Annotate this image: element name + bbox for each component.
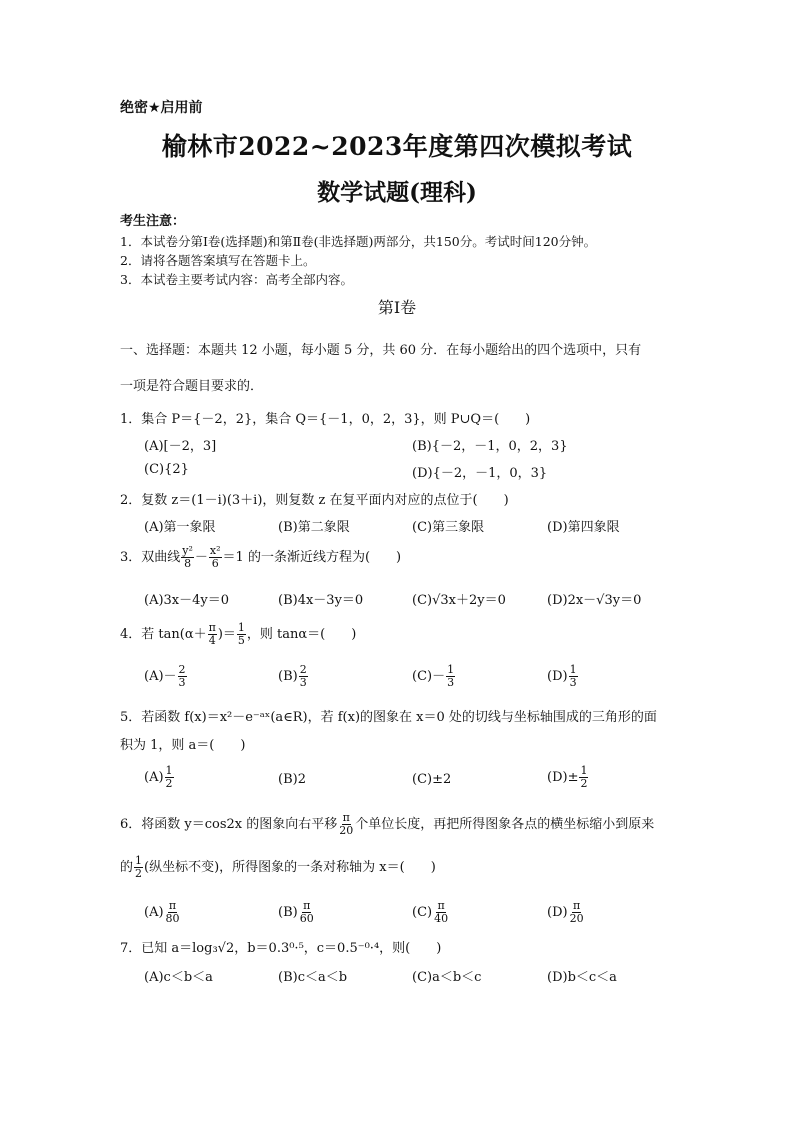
option-label: (C)	[412, 905, 433, 920]
option-label: (B)	[278, 669, 298, 684]
exam-title: 榆林市2022~2023年度第四次模拟考试	[161, 132, 633, 161]
fraction-numerator: 2	[299, 663, 307, 676]
fraction-denominator: 3	[447, 676, 455, 689]
fraction-denominator: 60	[299, 912, 314, 925]
volume-heading: 第Ⅰ卷	[377, 298, 417, 317]
q5-option-b	[278, 772, 306, 787]
q6-prefix: 6．将函数 y＝cos2x 的图象向右平移	[120, 817, 338, 832]
confidential-label: 绝密★启用前	[120, 100, 203, 116]
question-5-stem-cont: 积为 1，则 a＝( )	[120, 738, 246, 753]
fraction-numerator: x²	[209, 544, 221, 557]
q3-option-b: (B)4x－3y＝0	[278, 593, 364, 608]
q5-option-c	[412, 772, 451, 787]
section-instructions: 一、选择题：本题共 12 小题，每小题 5 分，共 60 分．在每小题给出的四个选项中，只有	[120, 343, 642, 358]
option-fraction	[299, 900, 315, 925]
question-6-stem-cont	[120, 855, 436, 880]
q6-option-b	[278, 900, 316, 925]
fraction-numerator: π	[572, 899, 581, 912]
option-label: (B)2	[278, 772, 306, 787]
fraction-numerator: 1	[237, 621, 245, 634]
option-fraction	[165, 900, 181, 925]
option-label: (C)－	[412, 669, 446, 684]
q7-option-a: (A)c＜b＜a	[144, 970, 213, 985]
q2-option-c: (C)第三象限	[412, 520, 485, 535]
fraction-denominator: 4	[208, 634, 216, 647]
q3-minus: －	[194, 550, 208, 565]
section-instructions-cont: 一项是符合题目要求的．	[120, 379, 264, 394]
question-3-stem	[120, 545, 401, 570]
fraction-numerator: 1	[569, 663, 577, 676]
question-7-stem: 7．已知 a＝log₃√2，b＝0.3⁰·⁵，c＝0.5⁻⁰·⁴，则( )	[120, 941, 442, 956]
q6-l2-prefix: 的	[120, 860, 134, 875]
q4-option-c	[412, 664, 456, 689]
option-fraction	[165, 765, 174, 790]
fraction-numerator: 1	[447, 663, 455, 676]
fraction-numerator: 1	[580, 764, 588, 777]
fraction-numerator: y²	[182, 544, 193, 557]
q1-option-a: (A)[－2，3]	[144, 439, 217, 454]
q3-option-c: (C)√3x＋2y＝0	[412, 593, 506, 608]
notice-item: 3．本试卷主要考试内容：高考全部内容。	[120, 272, 353, 287]
q2-option-a: (A)第一象限	[144, 520, 216, 535]
question-4-stem	[120, 622, 356, 647]
q3-fraction-x	[209, 545, 222, 570]
question-6-stem	[120, 812, 654, 837]
fraction-denominator: 3	[299, 676, 307, 689]
q1-option-c: (C){2}	[144, 462, 189, 477]
option-label: (D)	[547, 905, 568, 920]
fraction-denominator: 2	[165, 777, 173, 790]
q4-option-d	[547, 664, 579, 689]
option-fraction	[299, 664, 308, 689]
question-5-stem: 5．若函数 f(x)＝x²－e⁻ᵃˣ(a∈R)，若 f(x)的图象在 x＝0 处的切线与坐标轴围成的三角形的面	[120, 710, 657, 725]
fraction-denominator: 2	[580, 777, 588, 790]
notice-item: 1．本试卷分第Ⅰ卷(选择题)和第Ⅱ卷(非选择题)两部分，共150分。考试时间120分钟。	[120, 234, 597, 249]
q6-l2-suffix: (纵坐标不变)，所得图象的一条对称轴为 x＝( )	[144, 860, 436, 875]
q6-option-c	[412, 900, 450, 925]
q3-option-d: (D)2x－√3y＝0	[547, 593, 642, 608]
fraction-denominator: 40	[434, 912, 449, 925]
fraction-denominator: 20	[339, 824, 354, 837]
q7-option-b: (B)c＜a＜b	[278, 970, 348, 985]
q3-suffix: ＝1 的一条渐近线方程为( )	[222, 550, 402, 565]
q4-suffix: ，则 tanα＝( )	[246, 627, 357, 642]
option-label: (A)	[144, 770, 164, 785]
option-label: (D)±	[547, 770, 579, 785]
q3-option-a: (A)3x－4y＝0	[144, 593, 230, 608]
option-fraction	[446, 664, 455, 689]
q6-fraction-half	[134, 855, 143, 880]
notice-item: 2．请将各题答案填写在答题卡上。	[120, 253, 316, 268]
q5-option-a	[144, 765, 175, 790]
fraction-numerator: 1	[135, 854, 143, 867]
question-1-stem: 1．集合 P＝{－2，2}，集合 Q＝{－1，0，2，3}，则 P∪Q＝( )	[120, 412, 531, 427]
q3-prefix: 3．双曲线	[120, 550, 181, 565]
option-fraction	[433, 900, 449, 925]
option-label: (D)	[547, 669, 568, 684]
fraction-denominator: 8	[184, 557, 192, 570]
notice-heading: 考生注意：	[120, 214, 186, 229]
q4-fraction-15	[237, 622, 246, 647]
q1-option-d: (D){－2，－1，0，3}	[412, 466, 548, 481]
q7-option-d: (D)b＜c＜a	[547, 970, 617, 985]
fraction-denominator: 3	[569, 676, 577, 689]
option-fraction	[569, 664, 578, 689]
fraction-numerator: π	[208, 621, 216, 634]
q5-option-d	[547, 765, 589, 790]
fraction-denominator: 2	[135, 867, 143, 880]
option-label: (B)	[278, 905, 298, 920]
q4-option-b	[278, 664, 309, 689]
q6-suffix: 个单位长度，再把所得图象各点的横坐标缩小到原来	[355, 817, 655, 832]
q7-option-c: (C)a＜b＜c	[412, 970, 482, 985]
fraction-denominator: 80	[165, 912, 180, 925]
fraction-numerator: π	[437, 899, 445, 912]
fraction-numerator: 2	[178, 663, 186, 676]
question-2-stem: 2．复数 z＝(1－i)(3＋i)，则复数 z 在复平面内对应的点位于( )	[120, 493, 509, 508]
q1-option-b: (B){－2，－1，0，2，3}	[412, 439, 568, 454]
option-fraction	[569, 900, 585, 925]
fraction-denominator: 6	[211, 557, 219, 570]
option-label: (A)－	[144, 669, 177, 684]
fraction-denominator: 20	[569, 912, 584, 925]
q4-fraction-pi4	[208, 622, 217, 647]
q4-option-a	[144, 664, 188, 689]
fraction-numerator: π	[168, 899, 177, 912]
q4-prefix: 4．若 tan(α＋	[120, 627, 207, 642]
option-label: (C)±2	[412, 772, 452, 787]
fraction-numerator: π	[342, 811, 350, 824]
fraction-numerator: 1	[165, 764, 173, 777]
q6-option-a	[144, 900, 182, 925]
fraction-denominator: 5	[237, 634, 245, 647]
q4-mid: )＝	[217, 627, 236, 642]
option-fraction	[178, 664, 187, 689]
fraction-denominator: 3	[178, 676, 186, 689]
exam-subtitle: 数学试题(理科)	[317, 179, 477, 206]
fraction-numerator: π	[303, 899, 311, 912]
q6-option-d	[547, 900, 586, 925]
q2-option-d: (D)第四象限	[547, 520, 620, 535]
q6-fraction-pi20	[338, 812, 354, 837]
q2-option-b: (B)第二象限	[278, 520, 350, 535]
option-fraction	[579, 765, 588, 790]
q3-fraction-y	[181, 545, 194, 570]
option-label: (A)	[144, 905, 164, 920]
